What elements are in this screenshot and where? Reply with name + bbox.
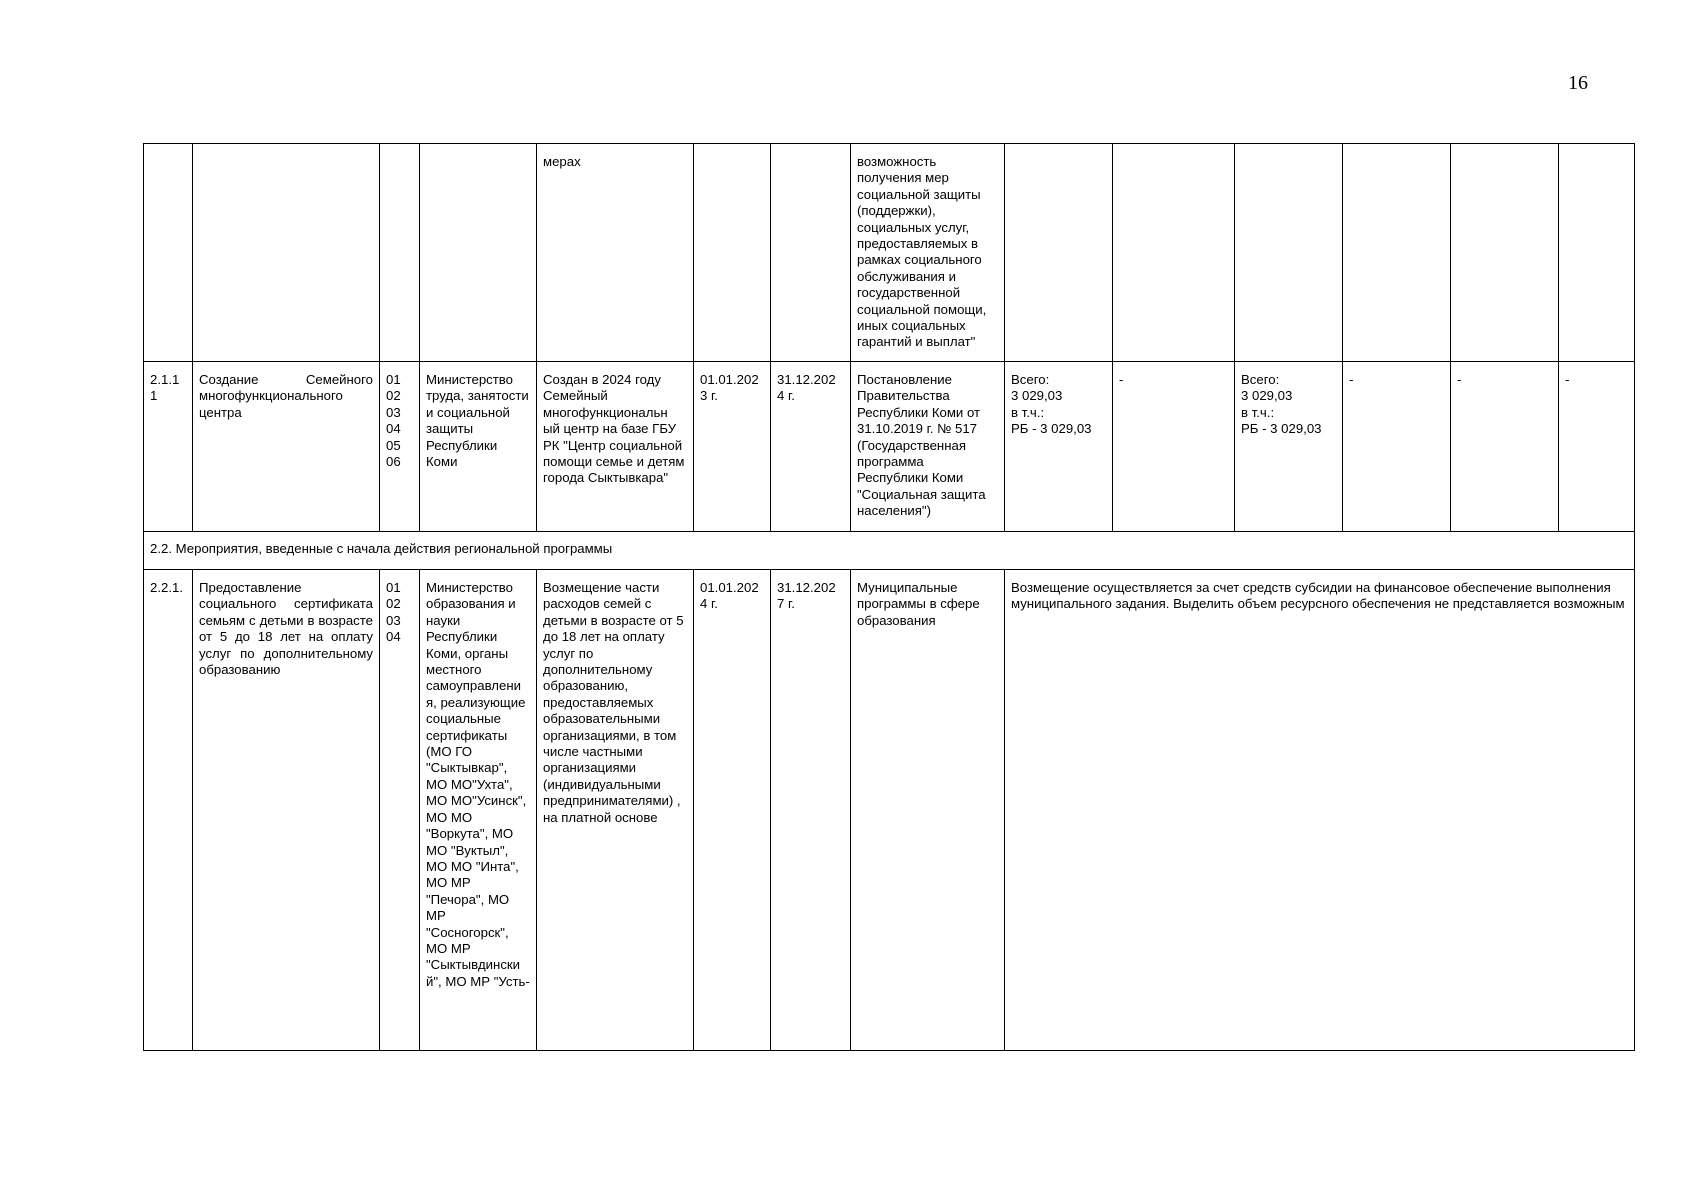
cell-basis: Постановление Правительства Республики Коми от 31.10.2019 г. № 517 (Государственная программа Республики Коми "Социальная защита населения") bbox=[851, 362, 1005, 532]
cell-end bbox=[771, 144, 851, 362]
cell-start: 01.01.202 4 г. bbox=[694, 570, 771, 1051]
cell-end: 31.12.202 4 г. bbox=[771, 362, 851, 532]
cell-name: Предоставление социального сертификата семьям с детьми в возрасте от 5 до 18 лет на оплату услуг по дополнительному образованию bbox=[193, 570, 380, 1051]
cell-total: Всего: 3 029,03 в т.ч.: РБ - 3 029,03 bbox=[1005, 362, 1113, 532]
cell-basis: возможность получения мер социальной защиты (поддержки), социальных услуг, предоставляемых в рамках социального обслуживания и государственной социальной помощи, иных социальных гарантий и выплат" bbox=[851, 144, 1005, 362]
cell-c13: - bbox=[1451, 362, 1559, 532]
cell-total bbox=[1005, 144, 1113, 362]
cell-funding-note: Возмещение осуществляется за счет средств субсидии на финансовое обеспечение выполнения муниципального задания. Выделить объем ресурсного обеспечения не представляется возможным bbox=[1005, 570, 1635, 1051]
cell-codes: 01 02 03 04 05 06 bbox=[380, 362, 420, 532]
cell-c14 bbox=[1559, 144, 1635, 362]
table-row-continuation bbox=[144, 144, 1635, 362]
page-number: 16 bbox=[1568, 72, 1588, 94]
cell-c10: - bbox=[1113, 362, 1235, 532]
cell-num bbox=[144, 144, 193, 362]
cell-result: Возмещение части расходов семей с детьми в возрасте от 5 до 18 лет на оплату услуг по дополнительному образованию, предоставляемых образовательными организациями, в том числе частными организациями (индивидуальными предпринимателями) , на платной основе bbox=[537, 570, 694, 1051]
cell-result: мерах bbox=[537, 144, 694, 362]
cell-start: 01.01.202 3 г. bbox=[694, 362, 771, 532]
table-row-2-1-11 bbox=[144, 362, 1635, 532]
program-measures-table bbox=[143, 143, 1635, 1051]
cell-name: Создание Семейного многофункционального центра bbox=[193, 362, 380, 532]
cell-codes bbox=[380, 144, 420, 362]
cell-executor bbox=[420, 144, 537, 362]
cell-end: 31.12.202 7 г. bbox=[771, 570, 851, 1051]
cell-start bbox=[694, 144, 771, 362]
section-heading: 2.2. Мероприятия, введенные с начала действия региональной программы bbox=[144, 532, 1635, 570]
cell-c11 bbox=[1235, 144, 1343, 362]
section-row bbox=[144, 532, 1635, 570]
cell-name bbox=[193, 144, 380, 362]
cell-num: 2.1.1 1 bbox=[144, 362, 193, 532]
cell-c10 bbox=[1113, 144, 1235, 362]
cell-basis: Муниципальные программы в сфере образования bbox=[851, 570, 1005, 1051]
cell-executor: Министерство образования и науки Республики Коми, органы местного самоуправлени я, реализующие социальные сертификаты (МО ГО "Сыктывкар", МО МО"Ухта", МО МО"Усинск", МО МО "Воркута", МО МО "Вуктыл", МО МО "Инта", МО МР "Печора", МО МР "Сосногорск", МО МР "Сыктывдински й", МО МР "Усть- bbox=[420, 570, 537, 1051]
cell-num: 2.2.1. bbox=[144, 570, 193, 1051]
cell-c11: Всего: 3 029,03 в т.ч.: РБ - 3 029,03 bbox=[1235, 362, 1343, 532]
cell-result: Создан в 2024 году Семейный многофункциональн ый центр на базе ГБУ РК "Центр социальной помощи семье и детям города Сыктывкара" bbox=[537, 362, 694, 532]
cell-c14: - bbox=[1559, 362, 1635, 532]
cell-c13 bbox=[1451, 144, 1559, 362]
table-row-2-2-1 bbox=[144, 570, 1635, 1051]
cell-c12 bbox=[1343, 144, 1451, 362]
cell-executor: Министерство труда, занятости и социальной защиты Республики Коми bbox=[420, 362, 537, 532]
cell-c12: - bbox=[1343, 362, 1451, 532]
cell-codes: 01 02 03 04 bbox=[380, 570, 420, 1051]
